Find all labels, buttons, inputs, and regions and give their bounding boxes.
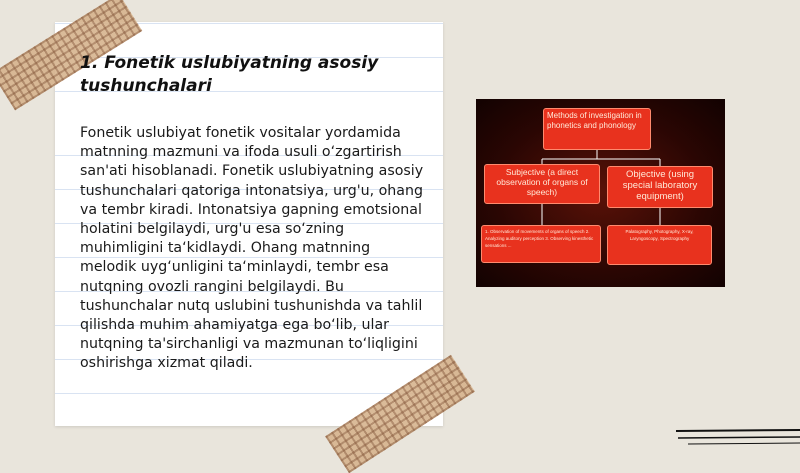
diagram-box-subjective: Subjective (a direct observation of organs of speech)	[484, 164, 600, 204]
diagram-box-subjective-list: 1. Observation of movements of organs of speech 2. Analyzing auditory perception 3. Observing kinesthetic sensations ...	[481, 225, 601, 263]
diagram-box-methods: Methods of investigation in phonetics and phonology	[543, 108, 651, 150]
diagram-box-objective-list: Palatography, Photography, X-ray, Laryngoscopy, Spectrography	[607, 225, 712, 265]
decorative-lines	[676, 428, 800, 448]
slide-body-text: Fonetik uslubiyat fonetik vositalar yordamida matnning mazmuni va ifoda usuli o‘zgartirish san'ati hisoblanadi. Fonetik uslubiyatning asosiy tushunchalari qatoriga intonatsiya, urg'u, ohang va tembr kiradi. Intonatsiya gapning emotsional holatini belgilaydi, urg'u esa so‘zning muhimligini ta‘kidlaydi. Ohang matnning melodik uyg‘unligini ta‘minlaydi, tembr esa nutqning ovozli rangini belgilaydi. Bu tushunchalar nutq uslubini tushunishda va tahlil qilishda muhim ahamiyatga ega bo‘lib, ular nutqning ta'sirchanligi va mazmunan to‘liqligini oshirishga xizmat qiladi.	[80, 125, 424, 372]
diagram-box-objective: Objective (using special laboratory equipment)	[607, 166, 713, 208]
slide-title: 1. Fonetik uslubiyatning asosiy tushunchalari	[80, 53, 379, 96]
methods-diagram-image	[476, 99, 725, 287]
